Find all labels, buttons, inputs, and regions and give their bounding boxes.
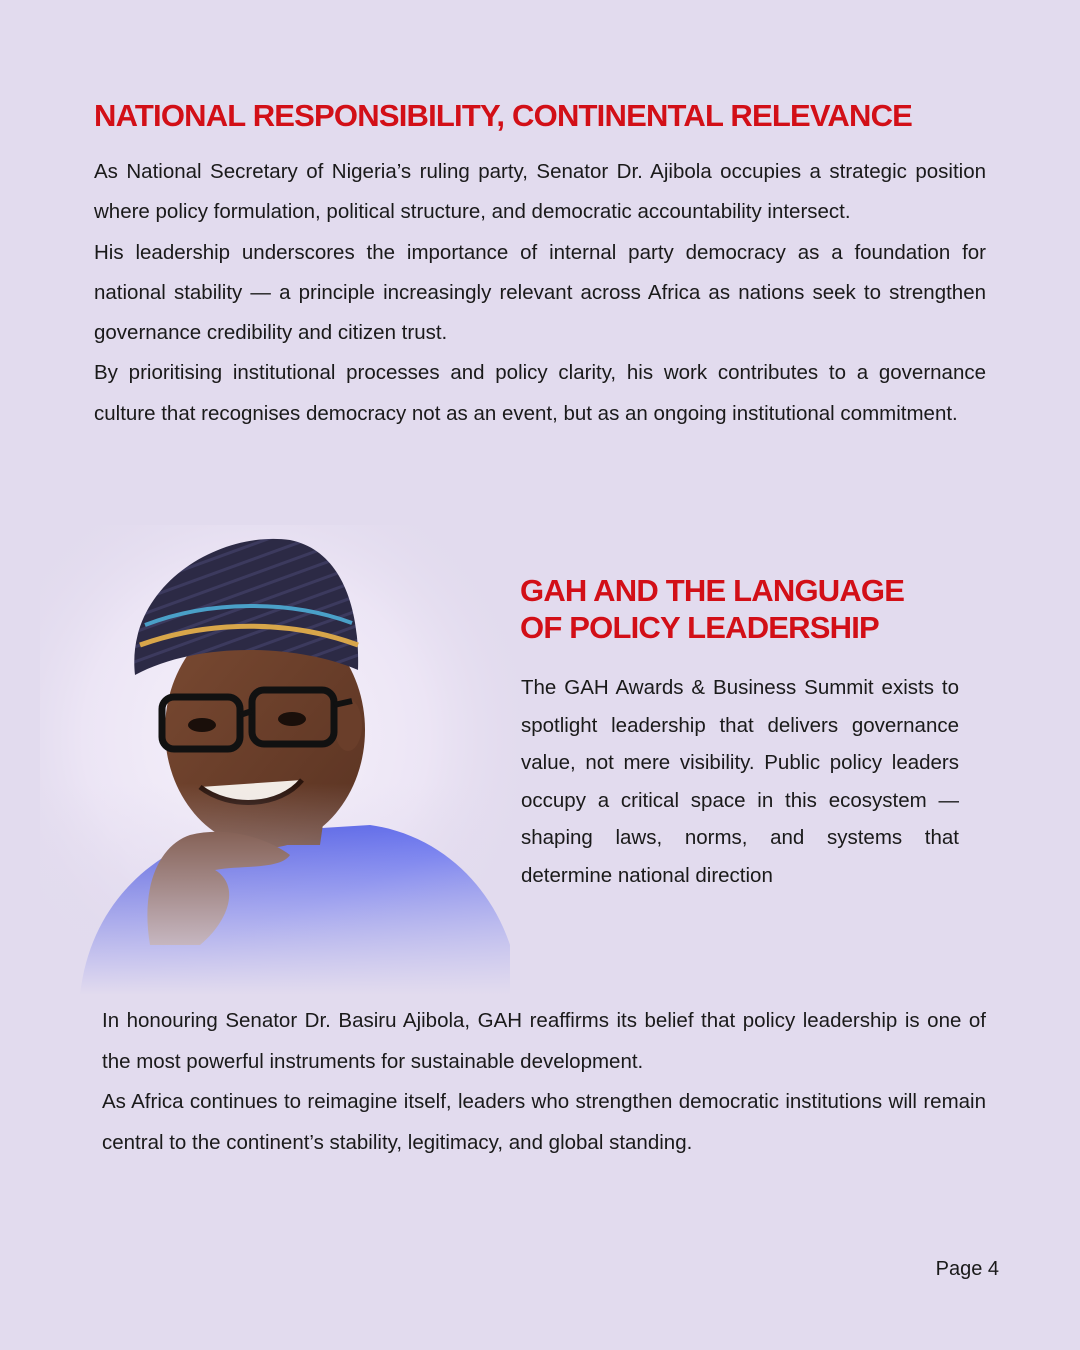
paragraph: His leadership underscores the importance of internal party democracy as a foundation for national stability — a principle increasingly relevant across Africa as nations seek to strengthen governance credibility and citizen trust. [94, 240, 986, 345]
senator-portrait-photo [40, 525, 520, 995]
section1-body [94, 152, 986, 434]
title-line: GAH AND THE LANGUAGE [520, 573, 905, 608]
title-line: OF POLICY LEADERSHIP [520, 610, 879, 645]
paragraph: In honouring Senator Dr. Basiru Ajibola, GAH reaffirms its belief that policy leadership is one of the most powerful instruments for sustainable development. [102, 1009, 986, 1073]
section-title-gah-policy-leadership [520, 572, 1000, 646]
paragraph: As Africa continues to reimagine itself, leaders who strengthen democratic institutions will remain central to the continent’s stability, legitimacy, and global standing. [102, 1090, 986, 1154]
paragraph: As National Secretary of Nigeria’s ruling party, Senator Dr. Ajibola occupies a strategic position where policy formulation, political structure, and democratic accountability intersect. [94, 160, 986, 224]
paragraph: By prioritising institutional processes and policy clarity, his work contributes to a governance culture that recognises democracy not as an event, but as an ongoing institutional commitment. [94, 361, 986, 425]
paragraph: The GAH Awards & Business Summit exists to spotlight leadership that delivers governance value, not mere visibility. Public policy leaders occupy a critical space in this ecosystem — shaping laws, norms, and systems that determine national direction [521, 676, 959, 887]
section-title-national-responsibility: NATIONAL RESPONSIBILITY, CONTINENTAL RELEVANCE [94, 98, 913, 133]
section3-body [102, 1001, 986, 1163]
page-number: Page 4 [935, 1258, 999, 1280]
section2-body [521, 669, 959, 894]
